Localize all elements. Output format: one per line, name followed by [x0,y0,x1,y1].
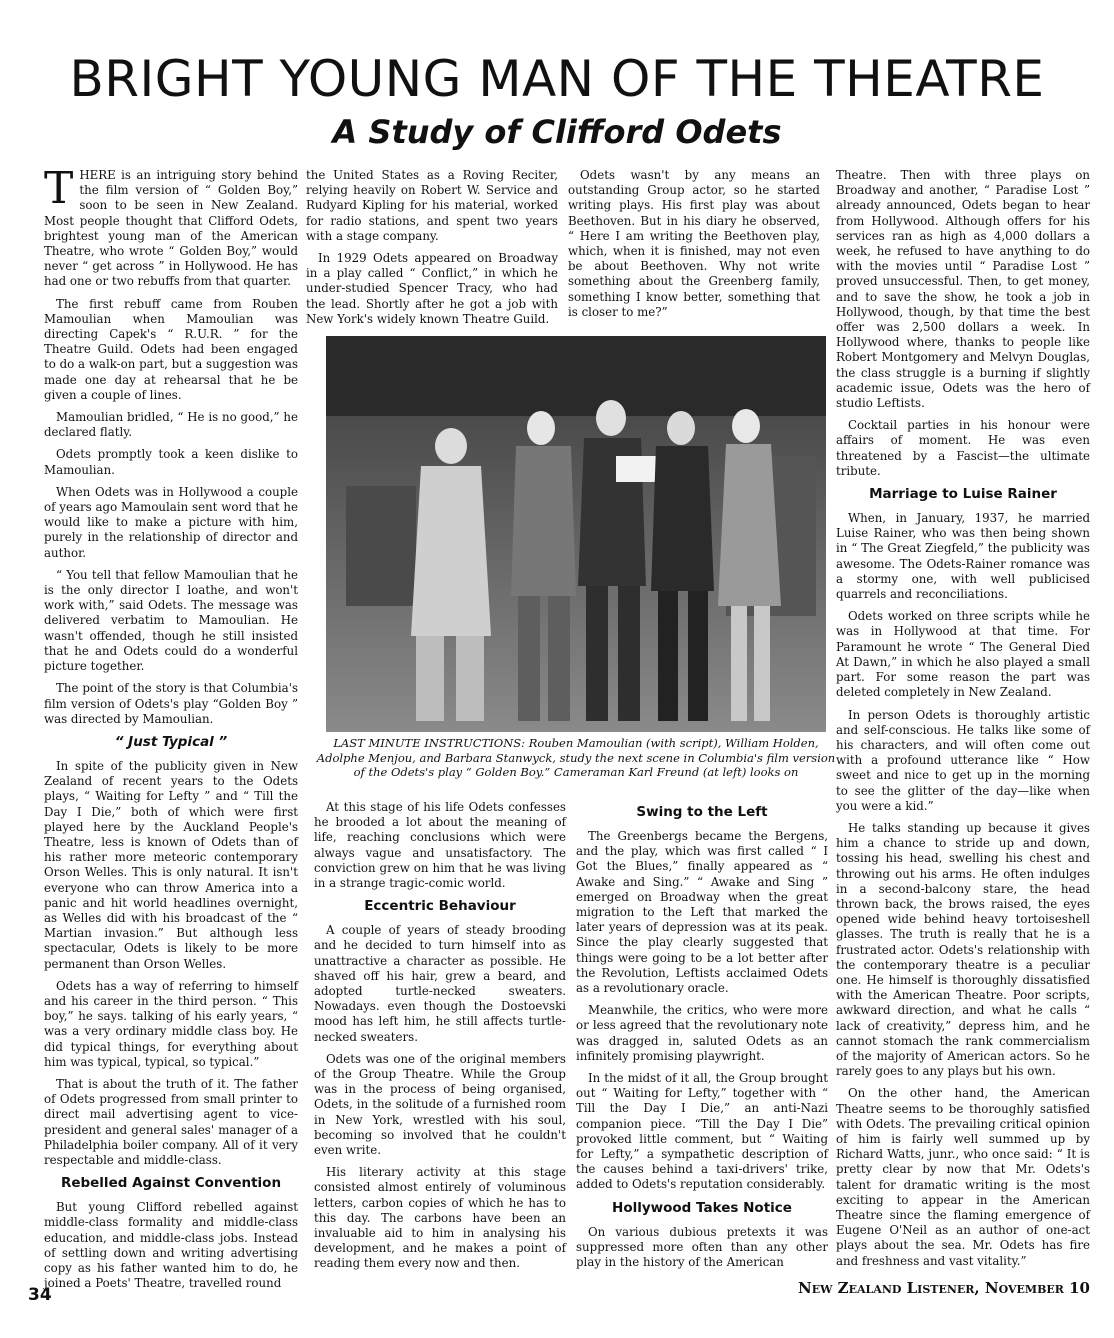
paragraph: In the midst of it all, the Group brought out “ Waiting for Lefty,” together with “ Till the Day I Die,” an anti-Nazi companion piece. “Till the Day I Die” provoked little comment, but “ Waiting for Lefty,” a sympathetic description of the causes behind a taxi-drivers' trike, added to Odets's reputation considerably. [576,1071,828,1192]
subheadline: A Study of Clifford Odets [332,113,782,151]
paragraph: When, in January, 1937, he married Luise Rainer, who was then being shown in “ The Great Ziegfeld,” the publicity was awesome. The Odets-Rainer romance was a stormy one, with well publicised quarrels and reconciliations. [836,511,1090,602]
paragraph: The first rebuff came from Rouben Mamoulian when Mamoulian was directing Capek's “ R.U.R. ” for the Theatre Guild. Odets had been engaged to do a walk-on part, but a suggestion was made one day at rehearsal that he be given a couple of lines. [44,296,298,402]
drop-cap: T [44,163,74,214]
paragraph: Odets was one of the original members of the Group Theatre. While the Group was in the process of being organised, Odets, in the solitude of a furnished room in New York, wrestled with his soul, becoming so involved that he couldn't even write. [314,1051,566,1158]
paragraph: Odets has a way of referring to himself and his career in the third person. “ This boy,” he says. talking of his early years, “ was a very ordinary middle class boy. He did typical things, for everything about him was typical, typical, so typical.” [44,978,298,1069]
film-still-photo [326,336,826,732]
lead-text: HERE is an intriguing story behind the film version of “ Golden Boy,” soon to be seen in New Zealand. Most people thought that Clifford Odets, brightest young man of the American Theatre, who wrote “ Golden Boy,” would never “ get across ” in Hollywood. He has had one or two rebuffs from that quarter. [44,168,298,289]
paragraph: In person Odets is thoroughly artistic and self-conscious. He talks like some of his characters, and will often come out with a profound utterance like “ How sweet and nice to get up in the morning to see the glitter of the day—like when you were a kid.” [836,707,1090,813]
section-heading-hollywood: Hollywood Takes Notice [612,1199,792,1216]
paragraph: “ You tell that fellow Mamoulian that he is the only director I loathe, and won't work with,” said Odets. The message was delivered verbatim to Mamoulian. He wasn't offended, though he still insisted that he and Odets could do a wonderful picture together. [44,567,298,674]
column-2-bottom [314,800,566,1270]
paragraph: A couple of years of steady brooding and he decided to turn himself into as unattractive a character as possible. He shaved off his hair, grew a beard, and adopted turtle-necked sweaters. Nowadays. even though the Dostoevski mood has left him, he still affects turtle-necked sweaters. [314,923,566,1044]
column-4 [836,168,1090,1268]
photo-caption: LAST MINUTE INSTRUCTIONS: Rouben Mamoulian (with script), William Holden, Adolphe Menjou, and Barbara Stanwyck, study the next scene in Columbia's film version of the Odets's play “ Golden Boy.” Cameraman Karl Freund (at left) looks on [316,736,836,779]
publication-footer: New Zealand Listener, November 10 [798,1279,1090,1297]
paragraph: That is about the truth of it. The father of Odets progressed from small printer to direct mail advertising agent to vice-president and general sales' manager of a Philadelphia boiler company. All of it very respectable and middle-class. [44,1076,298,1167]
paragraph: On various dubious pretexts it was suppressed more often than any other play in the history of the American [576,1224,828,1270]
paragraph: the United States as a Roving Reciter, relying heavily on Robert W. Service and Rudyard Kipling for his material, worked for radio stations, and spent two years with a stage company. [306,168,558,243]
paragraph: But young Clifford rebelled against middle-class formality and middle-class education, and middle-class jobs. Instead of settling down and writing advertising copy as his father wanted him to do, he joined a Poets' Theatre, travelled round [44,1200,298,1291]
paragraph: Odets worked on three scripts while he was in Hollywood at that time. For Paramount he wrote “ The General Died At Dawn,” in which he also played a small part. For some reason the part was deleted completely in New Zealand. [836,609,1090,700]
paragraph: On the other hand, the American Theatre seems to be thoroughly satisfied with Odets. The prevailing critical opinion of him is fairly well summed up by Richard Watts, junr., who once said: “ It is pretty clear by now that Mr. Odets's talent for dramatic writing is the most exciting to appear in the American Theatre since the flaming emergence of Eugene O'Neil as an author of one-act plays about the sea. Mr. Odets has fire and freshness and vast vitality.” [836,1086,1090,1268]
paragraph: He talks standing up because it gives him a chance to stride up and down, tossing his head, swelling his chest and throwing out his arms. He often indulges in a second-balcony stare, the head thrown back, the brows raised, the eyes opened wide behind heavy tortoiseshell glasses. The truth is really that he is a frustrated actor. Odets's relationship with the contemporary theatre is a peculiar one. He himself is thoroughly dissatisfied with the American Theatre. Poor scripts, awkward direction, and what he calls “ lack of creativity,” depress him, and he cannot stomach the rank commercialism of the majority of American actors. So he rarely goes to any plays but his own. [836,820,1090,1079]
section-heading-eccentric: Eccentric Behaviour [364,898,516,915]
section-heading-rebelled: Rebelled Against Convention [60,1175,282,1192]
paragraph: His literary activity at this stage consisted almost entirely of voluminous letters, carbon copies of which he has to this day. The carbons have been an invaluable aid to him in analysing his development, and he makes a point of reading them every now and then. [314,1165,566,1271]
paragraph: In 1929 Odets appeared on Broadway in a play called “ Conflict,” in which he under-studied Spencer Tracy, who had the lead. Shortly after he got a job with New York's widely known Theatre Guild. [306,251,558,326]
headline: BRIGHT YOUNG MAN OF THE THEATRE [69,50,1045,108]
column-3-top [568,168,820,328]
column-3-bottom [576,798,828,1270]
paragraph: In spite of the publicity given in New Zealand of recent years to the Odets plays, “ Waiting for Lefty ” and “ Till the Day I Die,” both of which were first played here by the Auckland People's Theatre, less is known of Odets than of his rather more meteoric contemporary Orson Welles. This is only natural. It isn't everyone who can throw America into a panic and hit world headlines overnight, as Welles did with his broadcast of the “ Martian invasion.” But although less spectacular, Odets is likely to be more permanent than Orson Welles. [44,758,298,971]
lead-paragraph [44,163,298,290]
paragraph: Theatre. Then with three plays on Broadway and another, “ Paradise Lost ” already announced, Odets began to hear from Hollywood. Although offers for his services ran as high as 4,000 dollars a week, he refused to have anything to do with the movies until “ Paradise Lost ” proved unsuccessful. Then, to get money, and to save the show, he took a job in Hollywood, though, by that time the best offer was 2,500 dollars a week. In Hollywood where, thanks to people like Robert Montgomery and Melvyn Douglas, the class struggle is a burning if slightly academic issue, Odets was the hero of studio Leftists. [836,168,1090,411]
section-heading-just-typical: “ Just Typical ” [114,733,228,750]
paragraph: Odets wasn't by any means an outstanding Group actor, so he started writing plays. His first play was about Beethoven. But in his diary he observed, “ Here I am writing the Beethoven play, which, when it is finished, may not even be about Beethoven. Why not write something about the Greenberg family, something I know better, something that is closer to me?” [568,168,820,319]
paragraph: Meanwhile, the critics, who were more or less agreed that the revolutionary note was dragged in, saluted Odets as an infinitely promising playwright. [576,1003,828,1063]
paragraph: The Greenbergs became the Bergens, and the play, which was first called “ I Got the Blues,” finally appeared as “ Awake and Sing.” “ Awake and Sing ” emerged on Broadway when the great migration to the Left that marked the later years of depression was at its peak. Since the play clearly suggested that things were going to be a lot better after the Revolution, Leftists acclaimed Odets as a revolutionary oracle. [576,829,828,996]
column-1 [44,163,298,1291]
paragraph: The point of the story is that Columbia's film version of Odets's play “Golden Boy ” was directed by Mamoulian. [44,681,298,726]
section-heading-swing: Swing to the Left [636,804,768,820]
column-2-top [306,168,558,328]
paragraph: Mamoulian bridled, “ He is no good,” he declared flatly. [44,410,298,440]
paragraph: At this stage of his life Odets confesses he brooded a lot about the meaning of life, reaching conclusions which were always vague and unsatisfactory. The conviction grew on him that he was living in a strange tragic-comic world. [314,800,566,891]
paragraph: When Odets was in Hollywood a couple of years ago Mamoulain sent word that he would like to make a picture with him, purely in the relationship of director and author. [44,484,298,560]
photo-illustration [326,336,826,732]
paragraph: Odets promptly took a keen dislike to Mamoulian. [44,447,298,477]
page-number: 34 [28,1285,52,1305]
paragraph: Cocktail parties in his honour were affairs of moment. He was even threatened by a Fascist—the ultimate tribute. [836,418,1090,478]
section-heading-marriage: Marriage to Luise Rainer [869,486,1057,503]
